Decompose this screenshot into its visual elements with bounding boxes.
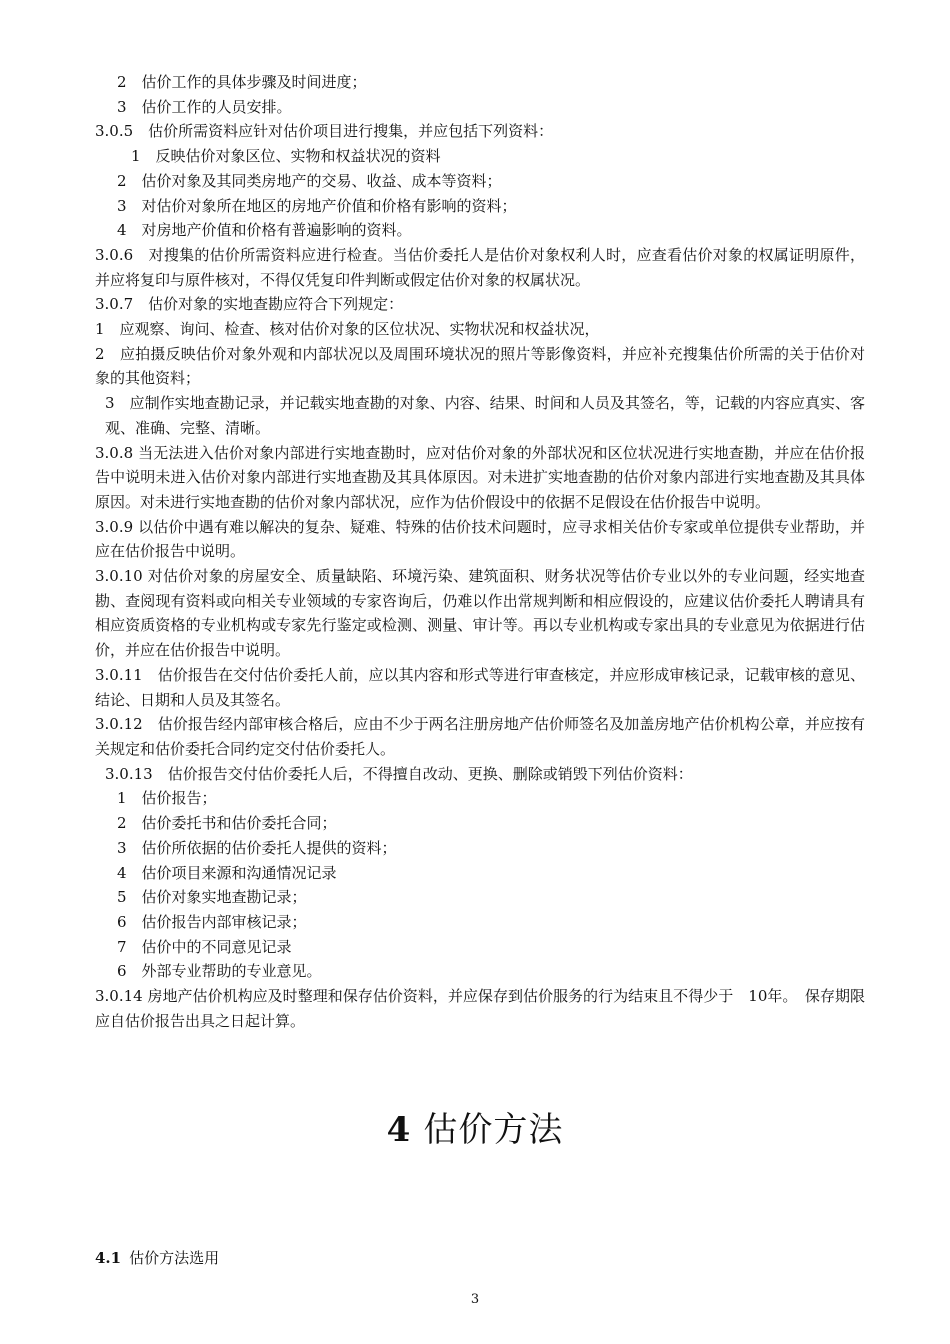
list-item: 3 估价工作的人员安排。 (117, 97, 292, 116)
list-item: 6 估价报告内部审核记录； (117, 912, 307, 931)
clause-paragraph: 3.0.5 估价所需资料应针对估价项目进行搜集，并应包括下列资料： (95, 122, 554, 141)
clause-paragraph: 3.0.12 估价报告经内部审核合格后，应由不少于两名注册房地产估价师签名及加盖房地产估价机构公章，并应按有关规定和估价委托合同约定交付估价委托人。 (95, 715, 865, 758)
section-title: 估价方法选用 (129, 1249, 220, 1267)
list-item: 1 应观察、询问、检查、核对估价对象的区位状况、实物状况和权益状况， (95, 320, 600, 339)
clause-paragraph: 3.0.11 估价报告在交付估价委托人前，应以其内容和形式等进行审查核定，并应形成审核记录，记载审核的意见、结论、日期和人员及其签名。 (95, 665, 865, 709)
list-item: 3 应制作实地查勘记录，并记载实地查勘的对象、内容、结果、时间和人员及其签名，等，记载的内容应真实、客观、准确、完整、清晰。 (105, 394, 865, 437)
list-item: 1 估价报告； (117, 789, 217, 808)
list-item: 2 估价委托书和估价委托合同； (117, 814, 337, 833)
list-item: 1 反映估价对象区位、实物和权益状况的资料 (131, 147, 441, 166)
clause-paragraph: 3.0.7 估价对象的实地查勘应符合下列规定： (95, 295, 404, 314)
list-item: 3 估价所依据的估价委托人提供的资料； (117, 838, 397, 857)
list-item: 4 对房地产价值和价格有普遍影响的资料。 (117, 221, 412, 240)
list-item: 5 估价对象实地查勘记录； (117, 888, 307, 907)
section-number: 4.1 (95, 1249, 122, 1267)
page-number: 3 (470, 1292, 480, 1307)
section-heading (95, 1246, 219, 1270)
list-item: 2 应拍摄反映估价对象外观和内部状况以及周围环境状况的照片等影像资料，并应补充搜集估价所需的关于估价对象的其他资料； (95, 344, 865, 388)
chapter-title: 估价方法 (423, 1110, 564, 1150)
clause-paragraph: 3.0.9 以估价中遇有难以解决的复杂、疑难、特殊的估价技术问题时，应寻求相关估价专家或单位提供专业帮助，并应在估价报告中说明。 (95, 517, 865, 561)
list-item: 6 外部专业帮助的专业意见。 (117, 962, 322, 981)
clause-paragraph: 3.0.13 估价报告交付估价委托人后，不得擅自改动、更换、删除或销毁下列估价资料： (105, 764, 693, 783)
document-body (95, 70, 865, 1033)
chapter-heading (0, 1106, 950, 1154)
list-item: 2 估价工作的具体步骤及时间进度； (117, 73, 367, 91)
clause-paragraph: 3.0.8 当无法进入估价对象内部进行实地查勘时，应对估价对象的外部状况和区位状况进行实地查勘，并应在估价报告中说明未进入估价对象内部进行实地查勘及其具体原因。对未进扩实地查勘的估价对象内部进行实地查勘及其具体原因。对未进行实地查勘的估价对象内部状况，应作为估价假设中的依据不足假设在估价报告中说明。 (95, 443, 865, 511)
chapter-number: 4 (386, 1110, 412, 1150)
list-item: 3 对估价对象所在地区的房地产价值和价格有影响的资料； (117, 196, 517, 215)
clause-paragraph: 3.0.10 对估价对象的房屋安全、质量缺陷、环境污染、建筑面积、财务状况等估价专业以外的专业问题，经实地查勘、查阅现有资料或向相关专业领域的专家咨询后，仍难以作出常规判断和相应假设的，应建议估价委托人聘请具有相应资质资格的专业机构或专家先行鉴定或检测、测量、审计等。再以专业机构或专家出具的专业意见为依据进行估价，并应在估价报告中说明。 (95, 567, 865, 660)
list-item: 4 估价项目来源和沟通情况记录 (117, 863, 337, 882)
list-item: 7 估价中的不同意见记录 (117, 937, 292, 956)
list-item: 2 估价对象及其同类房地产的交易、收益、成本等资料； (117, 171, 502, 190)
clause-paragraph: 3.0.6 对搜集的估价所需资料应进行检查。当估价委托人是估价对象权利人时，应查看估价对象的权属证明原件，并应将复印与原件核对，不得仅凭复印件判断或假定估价对象的权属状况。 (95, 245, 865, 289)
clause-paragraph: 3.0.14 房地产估价机构应及时整理和保存估价资料，并应保存到估价服务的行为结束且不得少于 10年。 保存期限应自估价报告出具之日起计算。 (95, 987, 865, 1030)
